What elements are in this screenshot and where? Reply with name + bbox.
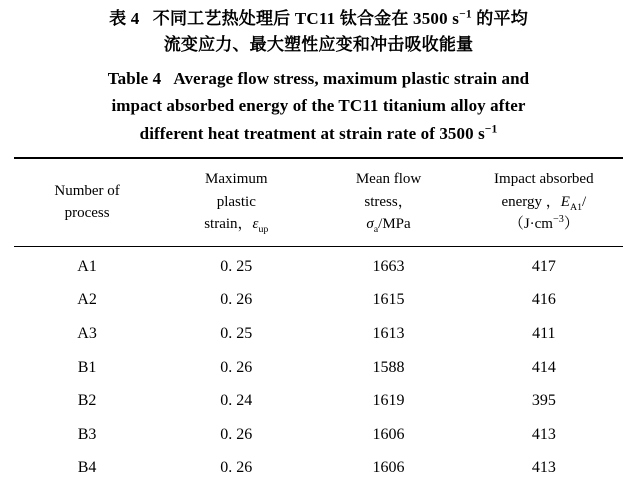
cell-strain: 0. 25: [220, 324, 253, 342]
cell-strain: 0. 25: [220, 257, 253, 275]
cell-energy: 417: [531, 257, 556, 275]
cell-process: A2: [77, 291, 97, 309]
cell-energy: 414: [531, 358, 556, 376]
caption-english-line-2: impact absorbed energy of the TC11 titanium alloy after: [111, 96, 526, 116]
cell-stress: 1615: [372, 291, 405, 309]
cell-strain: 0. 24: [220, 392, 253, 410]
column-header-process: Number of process: [54, 182, 120, 222]
cell-process: B1: [77, 358, 97, 376]
results-table: [14, 157, 623, 485]
header-symbol-stress: $\sigma_a$/MPa: [366, 216, 411, 236]
cell-strain: 0. 26: [220, 425, 253, 443]
table-row: [14, 384, 623, 418]
header-unit-energy: $(J\cdot cm^{-3})$: [508, 214, 579, 233]
cell-energy: 413: [531, 425, 556, 443]
cell-process: B2: [77, 392, 97, 410]
table-header: [14, 158, 623, 246]
cell-process: B4: [77, 459, 97, 477]
cell-strain: 0. 26: [220, 459, 253, 477]
caption-english-line-1: Table 4 Average flow stress, maximum plastic strain and: [107, 68, 530, 88]
table-container: [14, 157, 623, 485]
table-caption-chinese: [14, 6, 623, 59]
caption-chinese-line-1: 表 4 不同工艺热处理后 TC11 钛合金在 3500 $s^{-1}$ 的平均: [109, 7, 528, 28]
cell-energy: 395: [531, 392, 556, 410]
column-header-max-plastic-strain: Maximum plastic strain，$\varepsilon_{up}$: [160, 158, 312, 246]
header-symbol-energy: energy ，$E_{A1}/$: [501, 193, 587, 213]
cell-energy: 416: [531, 291, 556, 309]
cell-energy: 413: [531, 459, 556, 477]
cell-strain: 0. 26: [220, 358, 253, 376]
cell-stress: 1606: [372, 425, 405, 443]
table-row: [14, 246, 623, 283]
cell-stress: 1613: [372, 324, 405, 342]
header-symbol-strain: strain，$\varepsilon_{up}$: [204, 216, 269, 236]
cell-stress: 1663: [372, 257, 405, 275]
cell-stress: 1606: [372, 459, 405, 477]
cell-energy: 411: [532, 324, 556, 342]
cell-stress: 1619: [372, 392, 405, 410]
table-caption-english: [14, 65, 623, 148]
table-row: [14, 451, 623, 485]
table-row: [14, 317, 623, 351]
table-row: [14, 351, 623, 385]
column-header-impact-absorbed-energy: Impact absorbed energy ，$E_{A1}/$ $(J\cdot cm^{-3})$: [465, 158, 623, 246]
table-row: [14, 418, 623, 452]
table-row: [14, 283, 623, 317]
cell-process: A1: [77, 257, 97, 275]
table-header-row: [14, 158, 623, 246]
cell-process: B3: [77, 425, 97, 443]
cell-strain: 0. 26: [220, 291, 253, 309]
caption-english-line-3: different heat treatment at strain rate of 3500 $s^{-1}$: [139, 122, 498, 143]
column-header-mean-flow-stress: Mean flow stress， $\sigma_a$/MPa: [312, 158, 464, 246]
cell-process: A3: [77, 324, 97, 342]
table-body: [14, 246, 623, 485]
caption-chinese-line-2: 流变应力、最大塑性应变和冲击吸收能量: [163, 35, 474, 55]
cell-stress: 1588: [372, 358, 405, 376]
